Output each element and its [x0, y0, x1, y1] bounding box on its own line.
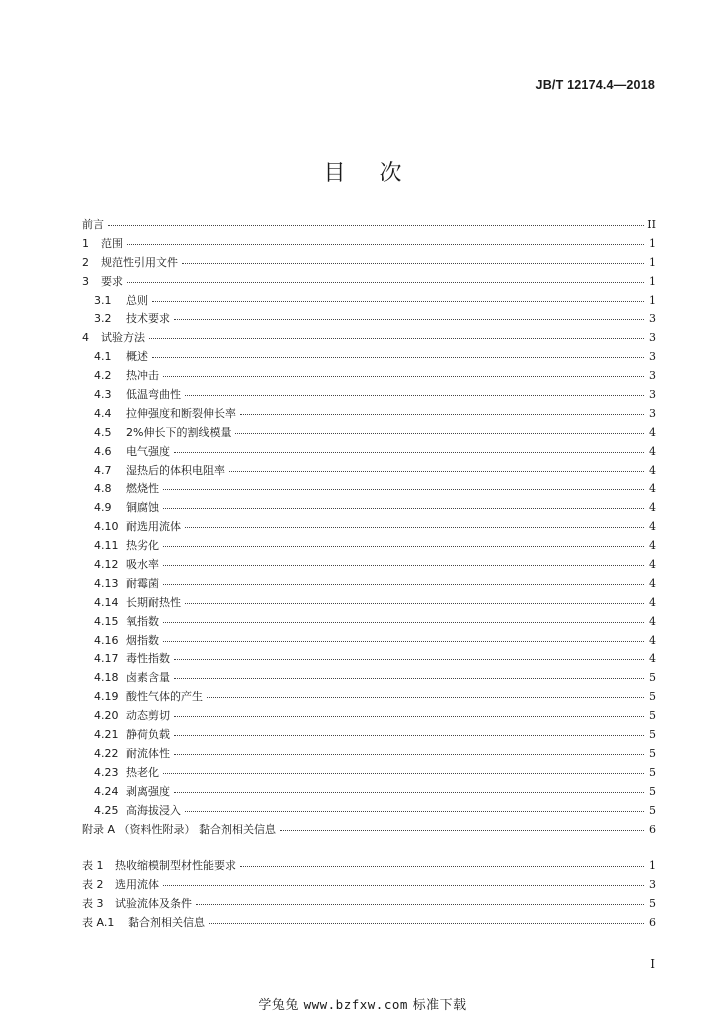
toc-entry-title: 拉伸强度和断裂伸长率: [126, 406, 236, 420]
toc-entry[interactable]: [82, 254, 656, 273]
toc-entry-page: 3: [649, 350, 656, 364]
page-title: 目次: [323, 161, 436, 186]
toc-entry-title: 热劣化: [126, 539, 159, 553]
toc-entry-number: 4.22: [94, 746, 119, 760]
footer-site-name: 学兔兔: [258, 998, 299, 1013]
toc-entry[interactable]: [82, 462, 656, 481]
toc-entry[interactable]: [82, 895, 656, 914]
toc-entry[interactable]: [82, 310, 656, 329]
toc-entry-number: 3.2: [94, 312, 112, 326]
toc-entry-page: 4: [649, 444, 656, 458]
dot-leader: [163, 612, 644, 623]
dot-leader: [163, 631, 644, 642]
toc-entry[interactable]: [82, 821, 656, 840]
toc-entry[interactable]: [82, 688, 656, 707]
toc-entry-number: 4.18: [94, 671, 119, 685]
toc-entry-page: 1: [649, 255, 656, 269]
toc-entry-title: 湿热后的体积电阻率: [126, 463, 225, 477]
toc-entry-number: 4.4: [94, 406, 112, 420]
dot-leader: [163, 366, 644, 377]
toc-entry-number: 4.8: [94, 482, 112, 496]
page-number: I: [650, 957, 655, 971]
toc-entry[interactable]: [82, 707, 656, 726]
toc-entry[interactable]: [82, 575, 656, 594]
list-of-tables: [82, 857, 656, 933]
dot-leader: [108, 215, 644, 226]
toc-entry-number: 表 A.1: [82, 915, 115, 929]
toc-entry[interactable]: [82, 424, 656, 443]
toc-entry-page: 6: [649, 915, 656, 929]
toc-entry-page: 5: [649, 784, 656, 798]
table-of-contents: [82, 216, 656, 839]
toc-entry-page: 5: [649, 803, 656, 817]
toc-entry[interactable]: [82, 537, 656, 556]
toc-entry-number: 4.11: [94, 539, 119, 553]
toc-entry[interactable]: [82, 650, 656, 669]
dot-leader: [182, 253, 644, 264]
toc-entry-page: 3: [649, 331, 656, 345]
toc-entry-page: 4: [649, 425, 656, 439]
toc-entry-title: 吸水率: [126, 558, 159, 572]
toc-entry-title: 剥离强度: [126, 784, 170, 798]
toc-entry[interactable]: [82, 764, 656, 783]
dot-leader: [127, 272, 644, 283]
dot-leader: [163, 555, 644, 566]
toc-entry[interactable]: [82, 499, 656, 518]
toc-entry-number: 4.6: [94, 444, 112, 458]
toc-entry-title: 要求: [101, 274, 123, 288]
toc-entry-page: 5: [649, 690, 656, 704]
toc-entry-title: 附录 A （资料性附录） 黏合剂相关信息: [82, 822, 277, 836]
toc-entry-page: 1: [649, 274, 656, 288]
toc-entry-title: 动态剪切: [126, 709, 170, 723]
toc-entry-title: 热冲击: [126, 369, 159, 383]
toc-entry-number: 3: [82, 274, 89, 288]
toc-entry-page: 1: [649, 293, 656, 307]
dot-leader: [163, 498, 644, 509]
toc-entry-number: 4.10: [94, 520, 119, 534]
toc-entry[interactable]: [82, 613, 656, 632]
toc-entry-page: 3: [649, 312, 656, 326]
toc-entry-title: 耐流体性: [126, 746, 170, 760]
toc-entry-title: 规范性引用文件: [101, 255, 178, 269]
toc-entry-title: 酸性气体的产生: [126, 690, 203, 704]
dot-leader: [174, 442, 644, 453]
dot-leader: [174, 309, 644, 320]
toc-entry[interactable]: [82, 329, 656, 348]
dot-leader: [152, 291, 644, 302]
toc-entry-title: 烟指数: [126, 633, 159, 647]
toc-entry[interactable]: [82, 216, 656, 235]
dot-leader: [174, 782, 644, 793]
toc-entry[interactable]: [82, 556, 656, 575]
dot-leader: [174, 668, 644, 679]
toc-entry[interactable]: [82, 876, 656, 895]
dot-leader: [174, 649, 644, 660]
toc-entry-page: 3: [649, 369, 656, 383]
toc-entry-page: 4: [649, 595, 656, 609]
toc-entry-page: 5: [649, 896, 656, 910]
toc-entry-title: 耐选用流体: [126, 520, 181, 534]
dot-leader: [163, 875, 644, 886]
toc-entry[interactable]: [82, 726, 656, 745]
toc-entry-page: 4: [649, 482, 656, 496]
toc-entry-title: 黏合剂相关信息: [128, 915, 205, 929]
toc-entry-number: 1: [82, 236, 89, 250]
toc-entry-title: 卤素含量: [126, 671, 170, 685]
toc-entry[interactable]: [82, 405, 656, 424]
toc-entry-title: 试验方法: [101, 331, 145, 345]
dot-leader: [163, 479, 644, 490]
toc-entry-page: 3: [649, 388, 656, 402]
toc-entry-page: 5: [649, 671, 656, 685]
dot-leader: [163, 536, 644, 547]
dot-leader: [185, 385, 644, 396]
toc-entry-page: 4: [649, 520, 656, 534]
toc-entry-page: 4: [649, 558, 656, 572]
toc-entry-page: 4: [649, 463, 656, 477]
toc-entry-number: 4.21: [94, 728, 119, 742]
toc-entry-page: 4: [649, 633, 656, 647]
toc-entry-number: 4.12: [94, 558, 119, 572]
toc-entry-title: 选用流体: [115, 877, 159, 891]
document-code: JB/T 12174.4—2018: [535, 78, 655, 92]
toc-entry[interactable]: [82, 594, 656, 613]
toc-entry-title: 静荷负载: [126, 728, 170, 742]
toc-entry-page: 5: [649, 765, 656, 779]
toc-entry-number: 2: [82, 255, 89, 269]
toc-entry-number: 4.24: [94, 784, 119, 798]
toc-entry-page: 4: [649, 614, 656, 628]
toc-entry-title: 热收缩模制型材性能要求: [115, 859, 236, 872]
toc-entry-number: 4.25: [94, 803, 119, 817]
toc-entry-page: 5: [649, 709, 656, 723]
toc-entry-number: 4.19: [94, 690, 119, 704]
toc-entry-title: 2%伸长下的割线模量: [126, 425, 232, 439]
toc-entry[interactable]: [82, 386, 656, 405]
toc-entry-number: 4.2: [94, 369, 112, 383]
toc-entry-title: 耐霉菌: [126, 576, 159, 590]
dot-leader: [185, 801, 644, 812]
toc-entry[interactable]: [82, 292, 656, 311]
dot-leader: [174, 725, 644, 736]
toc-entry-number: 4.23: [94, 765, 119, 779]
toc-entry-page: 5: [649, 746, 656, 760]
dot-leader: [163, 763, 644, 774]
toc-entry-page: 4: [649, 652, 656, 666]
toc-entry-number: 表 2: [82, 877, 104, 891]
toc-entry-title: 技术要求: [126, 312, 170, 326]
toc-entry-title: 总则: [126, 293, 148, 307]
toc-entry[interactable]: [82, 783, 656, 802]
toc-entry-page: 4: [649, 539, 656, 553]
dot-leader: [207, 687, 644, 698]
toc-entry[interactable]: [82, 745, 656, 764]
dot-leader: [127, 234, 644, 245]
toc-entry[interactable]: [82, 518, 656, 537]
dot-leader: [185, 517, 644, 528]
toc-entry-number: 表 1: [82, 859, 104, 872]
dot-leader: [196, 894, 644, 905]
toc-entry-title: 概述: [126, 350, 148, 364]
toc-entry-page: 4: [649, 501, 656, 515]
dot-leader: [240, 856, 644, 867]
dot-leader: [229, 461, 644, 472]
toc-entry-page: 1: [649, 236, 656, 250]
toc-entry-page: 3: [649, 877, 656, 891]
toc-entry-title: 热老化: [126, 765, 159, 779]
toc-entry-number: 4.5: [94, 425, 112, 439]
toc-entry-page: 3: [649, 406, 656, 420]
toc-entry-number: 4.1: [94, 350, 112, 364]
toc-entry[interactable]: [82, 235, 656, 254]
dot-leader: [152, 347, 644, 358]
toc-entry[interactable]: [82, 669, 656, 688]
dot-leader: [240, 404, 644, 415]
dot-leader: [163, 574, 644, 585]
toc-entry-number: 4.20: [94, 709, 119, 723]
toc-entry-page: II: [647, 218, 656, 231]
toc-entry-title: 电气强度: [126, 444, 170, 458]
toc-entry-number: 4.15: [94, 614, 119, 628]
toc-entry-page: 6: [649, 822, 656, 836]
footer-url[interactable]: www.bzfxw.com: [303, 997, 408, 1012]
toc-entry-number: 表 3: [82, 896, 104, 910]
footer-watermark: [0, 994, 725, 1013]
toc-entry[interactable]: [82, 857, 656, 876]
toc-entry-page: 1: [649, 859, 656, 872]
dot-leader: [280, 820, 644, 831]
dot-leader: [149, 328, 644, 339]
toc-entry-page: 4: [649, 576, 656, 590]
toc-entry-title: 毒性指数: [126, 652, 170, 666]
toc-entry-number: 4.13: [94, 576, 119, 590]
toc-entry-number: 4.9: [94, 501, 112, 515]
toc-entry-title: 前言: [82, 218, 104, 231]
toc-entry-title: 铜腐蚀: [126, 501, 159, 515]
toc-entry-title: 低温弯曲性: [126, 388, 181, 402]
toc-entry[interactable]: [82, 273, 656, 292]
toc-entry[interactable]: [82, 348, 656, 367]
toc-entry-title: 试验流体及条件: [115, 896, 192, 910]
toc-entry-number: 4.16: [94, 633, 119, 647]
dot-leader: [174, 706, 644, 717]
toc-entry-title: 长期耐热性: [126, 595, 181, 609]
toc-entry[interactable]: [82, 802, 656, 821]
toc-entry[interactable]: [82, 443, 656, 462]
toc-entry[interactable]: [82, 632, 656, 651]
dot-leader: [209, 913, 644, 924]
toc-entry-number: 4.3: [94, 388, 112, 402]
toc-entry-page: 5: [649, 728, 656, 742]
toc-entry-title: 燃烧性: [126, 482, 159, 496]
toc-entry-number: 3.1: [94, 293, 112, 307]
toc-entry[interactable]: [82, 367, 656, 386]
dot-leader: [185, 593, 644, 604]
toc-entry-number: 4: [82, 331, 89, 345]
toc-entry-title: 氧指数: [126, 614, 159, 628]
dot-leader: [174, 744, 644, 755]
toc-entry-number: 4.7: [94, 463, 112, 477]
dot-leader: [235, 423, 644, 434]
toc-entry-title: 高海拔浸入: [126, 803, 181, 817]
footer-tagline: 标准下载: [412, 998, 467, 1013]
toc-entry-title: 范围: [101, 236, 123, 250]
toc-entry-number: 4.17: [94, 652, 119, 666]
toc-entry[interactable]: [82, 480, 656, 499]
toc-entry[interactable]: [82, 914, 656, 933]
toc-entry-number: 4.14: [94, 595, 119, 609]
